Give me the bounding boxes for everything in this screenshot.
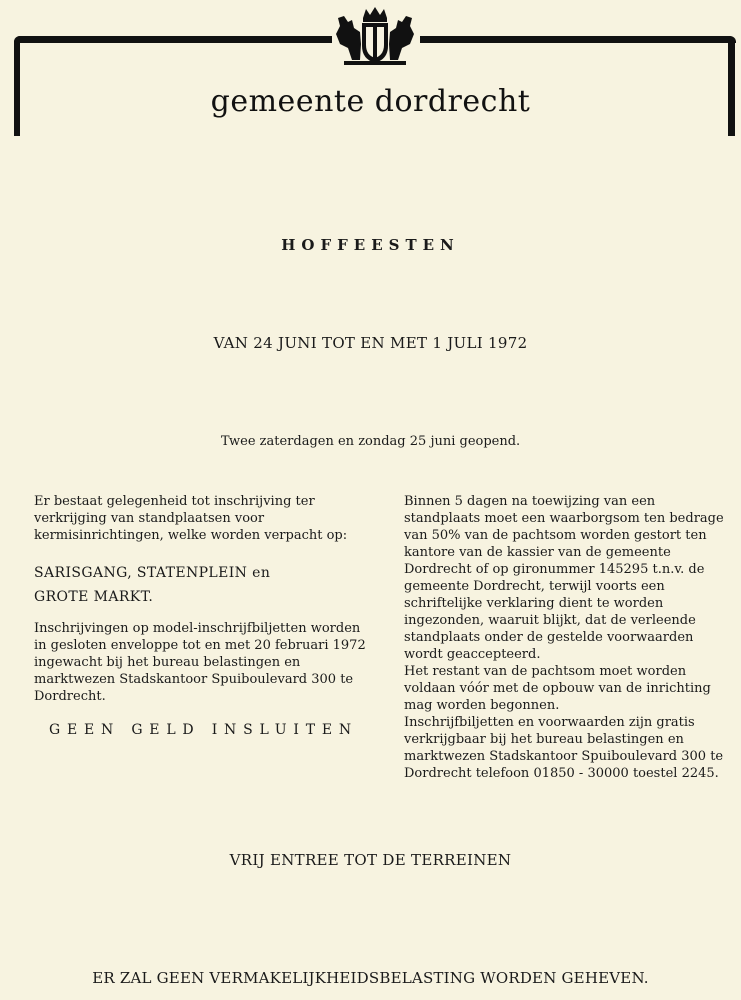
- dordrecht-coat-of-arms-icon: [330, 4, 420, 66]
- intro-paragraph: Er bestaat gelegenheid tot inschrijving ter verkrijging van standplaatsen voor kermisinrichtingen, welke worden verpacht op:: [34, 494, 348, 543]
- no-tax-notice: ER ZAL GEEN VERMAKELIJKHEIDSBELASTING WORDEN GEHEVEN.: [92, 969, 649, 987]
- page-title: gemeente dordrecht: [210, 84, 531, 119]
- forms-paragraph: Inschrijfbiljetten en voorwaarden zijn gratis verkrijgbaar bij het bureau belastingen en marktwezen Stadskantoor Spuiboulevard 300 te Dordrecht telefoon 01850 - 30000 toestel 2245.: [404, 715, 724, 781]
- right-column: [404, 493, 734, 782]
- left-column: [34, 493, 374, 739]
- deposit-paragraph: Binnen 5 dagen na toewijzing van een standplaats moet een waarborgsom ten bedrage van 50% van de pachtsom worden gestort ten kantore van de kassier van de gemeente Dordrecht of op gironummer 145295 t.n.v. de gemeente Dordrecht, terwijl voorts een schriftelijke verklaring dient te worden ingezonden, waaruit blijkt, dat de verleende standplaats onder de gestelde voorwaarden wordt geaccepteerd.: [404, 494, 724, 662]
- event-open-days: Twee zaterdagen en zondag 25 juni geopend.: [220, 434, 521, 449]
- header-rule-right: [420, 36, 736, 43]
- free-entry-notice: VRIJ ENTREE TOT DE TERREINEN: [229, 851, 512, 869]
- places-line-1: SARISGANG, STATENPLEIN en: [34, 565, 271, 581]
- event-dates: VAN 24 JUNI TOT EN MET 1 JULI 1972: [213, 334, 528, 352]
- registration-paragraph: Inschrijvingen op model-inschrijfbiljetten worden in gesloten enveloppe tot en met 20 februari 1972 ingewacht bij het bureau belastingen en marktwezen Stadskantoor Spuiboulevard 300 te Dordrecht.: [34, 621, 366, 704]
- no-money-notice: GEEN GELD INSLUITEN: [49, 722, 358, 738]
- header-rule-left: [14, 36, 332, 43]
- remainder-paragraph: Het restant van de pachtsom moet worden voldaan vóór met de opbouw van de inrichting mag worden begonnen.: [404, 664, 711, 713]
- places-line-2: GROTE MARKT.: [34, 589, 154, 605]
- event-title: HOFFEESTEN: [281, 236, 460, 254]
